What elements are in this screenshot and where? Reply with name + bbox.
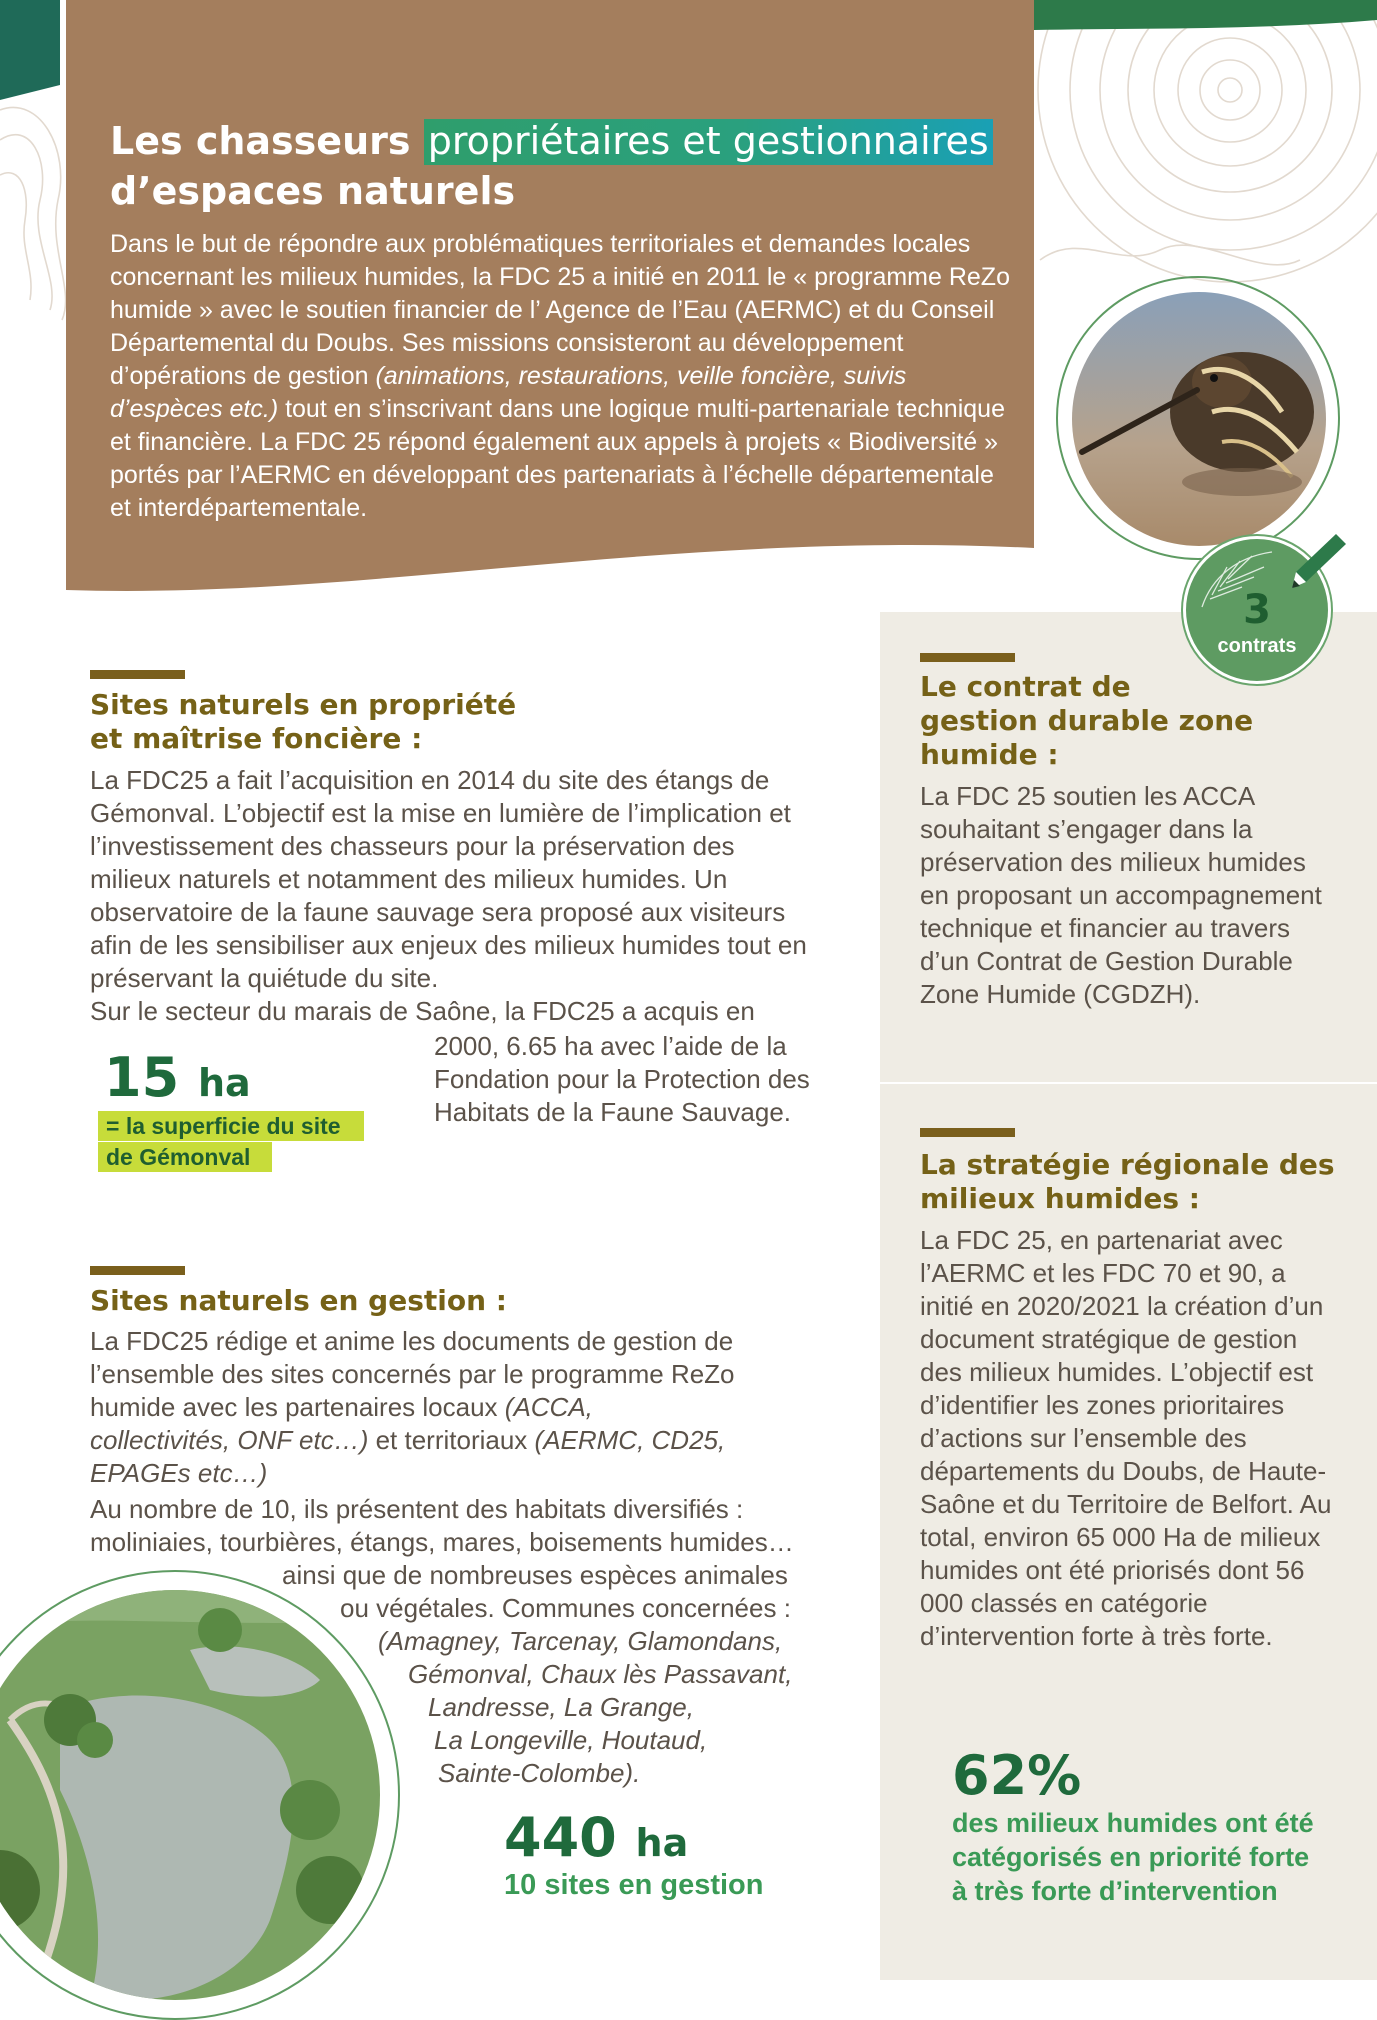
section2-body-a: La FDC25 rédige et anime les documents de gestion de l’ensemble des sites concernés par le programme ReZo humide avec les partenaires locaux bbox=[90, 1326, 735, 1422]
stat-440ha bbox=[504, 1808, 688, 1873]
section3-heading bbox=[920, 670, 1253, 772]
snipe-photo bbox=[1072, 292, 1326, 546]
communes-line1: (Amagney, Tarcenay, Glamondans, bbox=[378, 1626, 783, 1656]
section2-bar bbox=[90, 1266, 185, 1275]
section4-body: La FDC 25, en partenariat avec l’AERMC et les FDC 70 et 90, a initié en 2020/2021 la création d’un document stratégique de gestion des milieux humides. L’objectif est d’identifier les zones prioritaires d’actions sur l’ensemble des départements du Doubs, de Haute-Saône et du Territoire de Belfort. Au total, environ 65 000 Ha de milieux humides ont été priorisés dont 56 000 classés en catégorie d’intervention forte à très forte. bbox=[920, 1225, 1332, 1651]
section2-para2-line4: ou végétales. Communes concernées : bbox=[340, 1593, 791, 1623]
stat-62-label-line1: des milieux humides ont été bbox=[952, 1808, 1314, 1838]
section2-body-italic2: (AERMC, CD25, EPAGEs etc…) bbox=[90, 1425, 726, 1488]
section3-bar bbox=[920, 653, 1015, 662]
section2-para2-line1: Au nombre de 10, ils présentent des habitats diversifiés : bbox=[90, 1494, 744, 1524]
stat-440-value: 440 bbox=[504, 1806, 617, 1869]
section1-bar bbox=[90, 670, 185, 679]
stat-15-label-line2: de Gémonval bbox=[98, 1142, 272, 1172]
title-part1: Les chasseurs bbox=[110, 119, 424, 163]
section2-para2-line3: ainsi que de nombreuses espèces animales bbox=[282, 1560, 788, 1590]
section4-heading-line1: La stratégie régionale des bbox=[920, 1148, 1335, 1181]
section3-heading-line3: humide : bbox=[920, 738, 1059, 771]
section3-heading-line1: Le contrat de bbox=[920, 670, 1131, 703]
section1-body-text: La FDC25 a fait l’acquisition en 2014 du site des étangs de Gémonval. L’objectif est la mise en lumière de l’implication et l’investissement des chasseurs pour la préservation des milieux naturels et notamment des milieux humides. Un observatoire de la faune sauvage sera proposé aux visiteurs afin de les sensibiliser aux enjeux des milieux humides tout en préservant la quiétude du site. bbox=[90, 765, 807, 993]
section1-heading-line2: et maîtrise foncière : bbox=[90, 722, 423, 755]
section3-heading-line2: gestion durable zone bbox=[920, 704, 1254, 737]
intro-text-italic: (animations, restaurations, veille foncière, suivis d’espèces etc.) bbox=[110, 362, 907, 423]
section2-para2-line2: moliniaies, tourbières, étangs, mares, boisements humides… bbox=[90, 1527, 794, 1557]
stat-440-label: 10 sites en gestion bbox=[504, 1869, 764, 1901]
section1-body-text3: 2000, 6.65 ha avec l’aide de la Fondation pour la Protection des Habitats de la Faune Sauvage. bbox=[434, 1031, 810, 1127]
stat-62-label bbox=[952, 1806, 1314, 1908]
communes-line3: Landresse, La Grange, bbox=[428, 1692, 694, 1722]
section4-bar bbox=[920, 1128, 1015, 1137]
section4-heading-line2: milieux humides : bbox=[920, 1182, 1200, 1215]
communes-line4: La Longeville, Houtaud, bbox=[434, 1725, 708, 1755]
section1-heading bbox=[90, 688, 516, 756]
stat-15ha bbox=[104, 1048, 251, 1113]
stat-62-percent: 62% bbox=[952, 1744, 1082, 1807]
stat-15-value: 15 bbox=[104, 1046, 180, 1109]
section3-body: La FDC 25 soutien les ACCA souhaitant s’engager dans la préservation des milieux humides en proposant un accompagnement technique et financier au travers d’un Contrat de Gestion Durable Zone Humide (CGDZH). bbox=[920, 781, 1322, 1009]
intro-paragraph bbox=[110, 228, 1015, 525]
section1-heading-line1: Sites naturels en propriété bbox=[90, 688, 517, 721]
pencil-icon bbox=[1282, 528, 1352, 598]
communes-line2: Gémonval, Chaux lès Passavant, bbox=[408, 1659, 793, 1689]
section2-body-italic1: (ACCA, collectivités, ONF etc…) bbox=[90, 1392, 593, 1455]
section2-body bbox=[90, 1325, 740, 1490]
stat-15-unit: ha bbox=[197, 1061, 251, 1105]
section2-body-b: et territoriaux bbox=[368, 1425, 535, 1455]
section4-heading bbox=[920, 1148, 1335, 1216]
stat-62-label-line2: catégorisés en priorité forte bbox=[952, 1842, 1310, 1872]
badge-label: contrats bbox=[1217, 635, 1297, 657]
intro-text-b: tout en s’inscrivant dans une logique multi-partenariale technique et financière. La FDC 25 répond également aux appels à projets « Biodiversité » portés par l’AERMC en développant des partenariats à l’échelle départementale et interdépartementale. bbox=[110, 395, 1005, 522]
title-part2: d’espaces naturels bbox=[110, 169, 516, 213]
section2-heading: Sites naturels en gestion : bbox=[90, 1284, 507, 1317]
stat-440-unit: ha bbox=[635, 1821, 689, 1865]
intro-text-a: Dans le but de répondre aux problématiques territoriales et demandes locales concernant les milieux humides, la FDC 25 a initié en 2011 le « programme ReZo humide » avec le soutien financier de l’ Agence de l’Eau (AERMC) et du Conseil Départemental du Doubs. Ses missions consisteront au développement d’opérations de gestion bbox=[110, 230, 1010, 390]
title-highlight: propriétaires et gestionnaires bbox=[424, 119, 993, 165]
section1-body-text2: Sur le secteur du marais de Saône, la FDC25 a acquis en bbox=[90, 996, 755, 1026]
page-title bbox=[110, 116, 1010, 216]
section1-body bbox=[90, 764, 810, 1028]
communes-line5: Sainte-Colombe). bbox=[438, 1758, 641, 1788]
badge-number: 3 bbox=[1243, 587, 1271, 633]
stat-62-label-line3: à très forte d’intervention bbox=[952, 1876, 1278, 1906]
stat-15-label-line1: = la superficie du site bbox=[98, 1111, 364, 1141]
